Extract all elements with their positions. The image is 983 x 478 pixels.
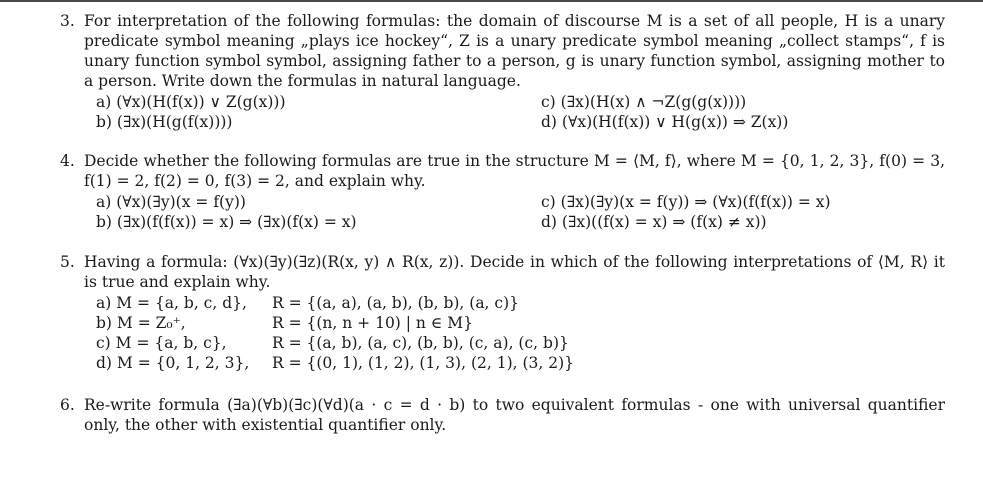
formula-item-c xyxy=(541,192,831,212)
item-label: a) xyxy=(96,294,112,312)
formula-item-c xyxy=(541,92,746,112)
item-label: d) xyxy=(541,113,557,131)
formula-item-a xyxy=(96,192,246,212)
formula-list xyxy=(96,192,945,232)
formula-item-d xyxy=(541,212,767,232)
interpretation-row-c xyxy=(96,333,945,353)
problem-6 xyxy=(60,395,945,435)
formula: (∀x)(H(f(x)) ∨ Z(g(x))) xyxy=(116,93,286,111)
problem-number: 6. xyxy=(60,396,75,414)
domain-set: M = {a, b, c}, xyxy=(115,334,227,352)
domain-set: M = {a, b, c, d}, xyxy=(116,294,247,312)
interpretation-row-d xyxy=(96,353,945,373)
problem-number: 4. xyxy=(60,152,75,170)
interpretation-domain xyxy=(96,353,249,373)
item-label: b) xyxy=(96,314,112,332)
formula-item-a xyxy=(96,92,286,112)
item-label: b) xyxy=(96,213,112,231)
relation: R = {(a, b), (a, c), (b, b), (c, a), (c, b)} xyxy=(272,334,569,352)
item-label: a) xyxy=(96,93,112,111)
problem-text: Re-write formula (∃a)(∀b)(∃c)(∀d)(a · c = d · b) to two equivalent formulas - one with universal quantifier only, the other with existential quantifier only. xyxy=(84,396,945,434)
formula-item-b xyxy=(96,112,232,132)
item-label: c) xyxy=(96,334,111,352)
formula: (∃x)(H(g(f(x)))) xyxy=(116,113,233,131)
problem-5 xyxy=(60,252,945,373)
interpretation-list xyxy=(96,293,945,373)
item-label: c) xyxy=(541,93,556,111)
relation: R = {(a, a), (a, b), (b, b), (a, c)} xyxy=(272,294,520,312)
formula-row xyxy=(96,212,945,232)
interpretation-row-b xyxy=(96,313,945,333)
interpretation-row-a xyxy=(96,293,945,313)
formula-item-d xyxy=(541,112,788,132)
domain-set: M = {0, 1, 2, 3}, xyxy=(116,354,250,372)
problem-3 xyxy=(60,11,945,132)
item-label: d) xyxy=(541,213,557,231)
formula: (∃x)(H(x) ∧ ¬Z(g(g(x)))) xyxy=(560,93,747,111)
formula-row xyxy=(96,192,945,212)
formula-row xyxy=(96,112,945,132)
formula: (∀x)(∃y)(x = f(y)) xyxy=(116,193,246,211)
problem-number: 3. xyxy=(60,12,75,30)
interpretation-domain xyxy=(96,333,227,353)
problem-text: For interpretation of the following formulas: the domain of discourse M is a set of all people, H is a unary predicate symbol meaning „plays ice hockey“, Z is a unary predicate symbol meaning „collect stamps“, f is unary function symbol symbol, assigning father to a person, g is unary function symbol, assigning mother to a person. Write down the formulas in natural language. xyxy=(84,12,945,90)
item-label: b) xyxy=(96,113,112,131)
problem-4 xyxy=(60,151,945,232)
formula-row xyxy=(96,92,945,112)
interpretation-domain xyxy=(96,313,186,333)
interpretation-domain xyxy=(96,293,247,313)
relation: R = {(0, 1), (1, 2), (1, 3), (2, 1), (3, 2)} xyxy=(272,354,575,372)
item-label: c) xyxy=(541,193,556,211)
problem-text: Decide whether the following formulas are true in the structure M = ⟨M, f⟩, where M = {0, 1, 2, 3}, f(0) = 3, f(1) = 2, f(2) = 0, f(3) = 2, and explain why. xyxy=(84,152,945,190)
item-label: a) xyxy=(96,193,112,211)
problem-text: Having a formula: (∀x)(∃y)(∃z)(R(x, y) ∧ R(x, z)). Decide in which of the following interpretations of ⟨M, R⟩ it is true and explain why. xyxy=(84,253,945,291)
formula: (∃x)((f(x) = x) ⇒ (f(x) ≠ x)) xyxy=(561,213,767,231)
item-label: d) xyxy=(96,354,112,372)
formula: (∃x)(f(f(x)) = x) ⇒ (∃x)(f(x) = x) xyxy=(116,213,357,231)
formula-list xyxy=(96,92,945,132)
problem-number: 5. xyxy=(60,253,75,271)
formula: (∀x)(H(f(x)) ∨ H(g(x)) ⇒ Z(x)) xyxy=(561,113,789,131)
formula: (∃x)(∃y)(x = f(y)) ⇒ (∀x)(f(f(x)) = x) xyxy=(560,193,831,211)
relation: R = {(n, n + 10) | n ∈ M} xyxy=(272,314,473,332)
formula-item-b xyxy=(96,212,357,232)
domain-set: M = Z₀⁺, xyxy=(116,314,186,332)
